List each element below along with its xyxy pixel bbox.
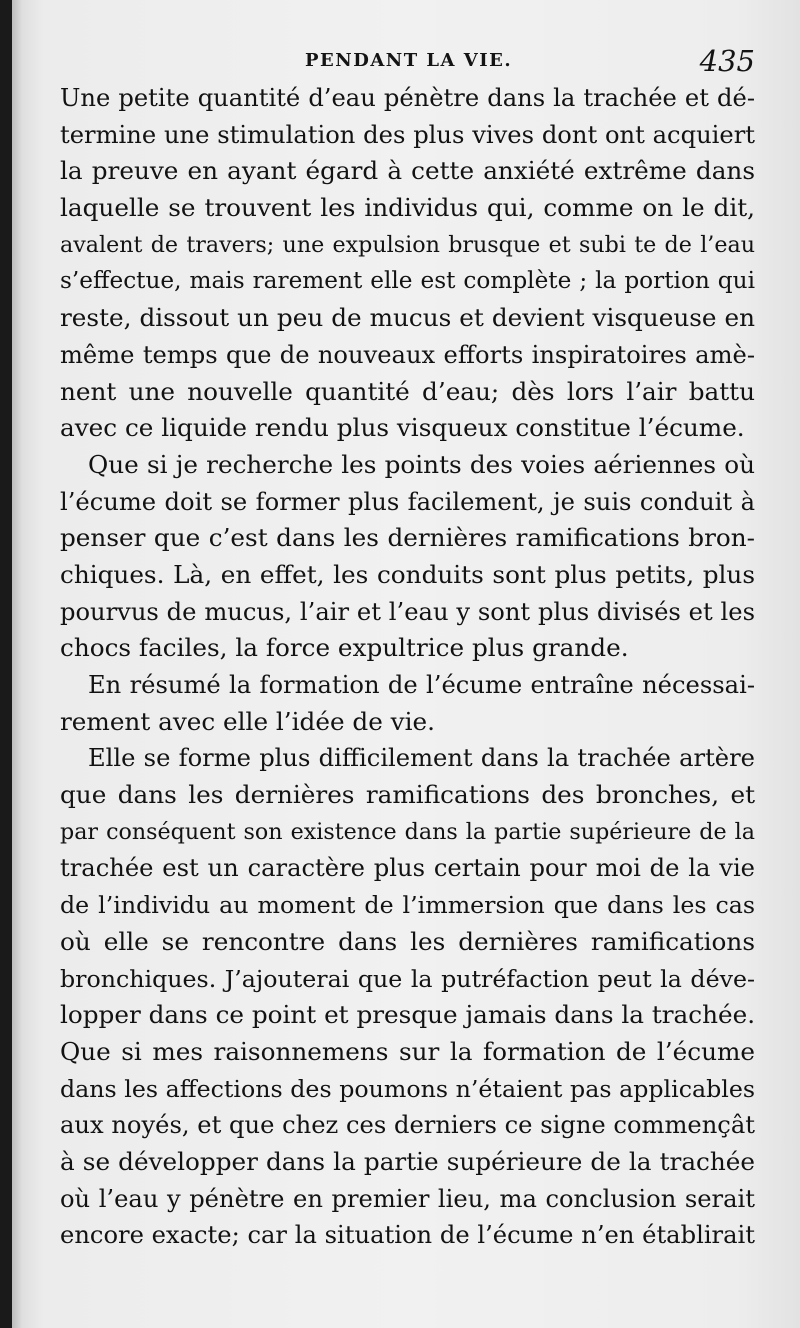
text-line: Que si je recherche les points des voies aériennes où xyxy=(88,449,755,479)
text-line: trachée est un caractère plus certain pour moi de la vie xyxy=(60,854,755,883)
text-line: à se développer dans la partie supérieure de la trachée xyxy=(60,1146,755,1176)
text-line: Une petite quantité d’eau pénètre dans la trachée et dé- xyxy=(60,84,755,112)
text-line: Elle se forme plus difficilement dans la trachée artère xyxy=(88,744,755,773)
text-line: En résumé la formation de l’écume entraîne nécessai- xyxy=(88,671,755,699)
page-number: 435 xyxy=(699,44,755,78)
text-line: que dans les dernières ramifications des bronches, et xyxy=(60,780,755,810)
text-line: nent une nouvelle quantité d’eau; dès lors l’air battu xyxy=(60,376,755,406)
body-text xyxy=(60,80,755,1254)
text-line: chiques. Là, en effet, les conduits sont plus petits, plus xyxy=(60,559,755,589)
text-line: laquelle se trouvent les individus qui, comme on le dit, xyxy=(60,193,755,223)
text-line: bronchiques. J’ajouterai que la putréfaction peut la déve- xyxy=(60,964,755,993)
text-line: avec ce liquide rendu plus visqueux constitue l’écume. xyxy=(60,413,745,443)
page-header xyxy=(60,44,755,78)
text-line: l’écume doit se former plus facilement, je suis conduit à xyxy=(60,487,755,516)
text-line: s’effectue, mais rarement elle est complète ; la portion qui xyxy=(60,267,755,295)
text-line: penser que c’est dans les dernières ramifications bron- xyxy=(60,523,755,553)
text-line: lopper dans ce point et presque jamais dans la trachée. xyxy=(60,1000,756,1030)
text-line: même temps que de nouveaux efforts inspiratoires amè- xyxy=(60,340,755,369)
text-line: où elle se rencontre dans les dernières ramifications xyxy=(60,926,755,956)
text-line: de l’individu au moment de l’immersion que dans les cas xyxy=(60,891,755,920)
book-page xyxy=(12,0,800,1328)
text-line: Que si mes raisonnemens sur la formation de l’écume xyxy=(60,1036,755,1066)
text-line: encore exacte; car la situation de l’écume n’en établirait xyxy=(60,1221,755,1250)
text-line: avalent de travers; une expulsion brusque et subi te de l’eau xyxy=(60,231,755,258)
running-head: PENDANT LA VIE. xyxy=(305,50,513,71)
text-line: rement avec elle l’idée de vie. xyxy=(60,706,435,736)
text-line: chocs faciles, la force expultrice plus grande. xyxy=(60,633,629,663)
text-line: pourvus de mucus, l’air et l’eau y sont plus divisés et les xyxy=(60,597,755,626)
text-line: par conséquent son existence dans la partie supérieure de la xyxy=(60,818,755,845)
text-line: termine une stimulation des plus vives dont ont acquiert xyxy=(60,120,755,149)
text-line: la preuve en ayant égard à cette anxiété extrême dans xyxy=(60,156,755,186)
text-line: dans les affections des poumons n’étaient pas applicables xyxy=(60,1074,755,1103)
text-line: reste, dissout un peu de mucus et devient visqueuse en xyxy=(60,303,755,333)
text-line: où l’eau y pénètre en premier lieu, ma conclusion serait xyxy=(60,1184,755,1213)
text-line: aux noyés, et que chez ces derniers ce signe commençât xyxy=(60,1111,755,1140)
